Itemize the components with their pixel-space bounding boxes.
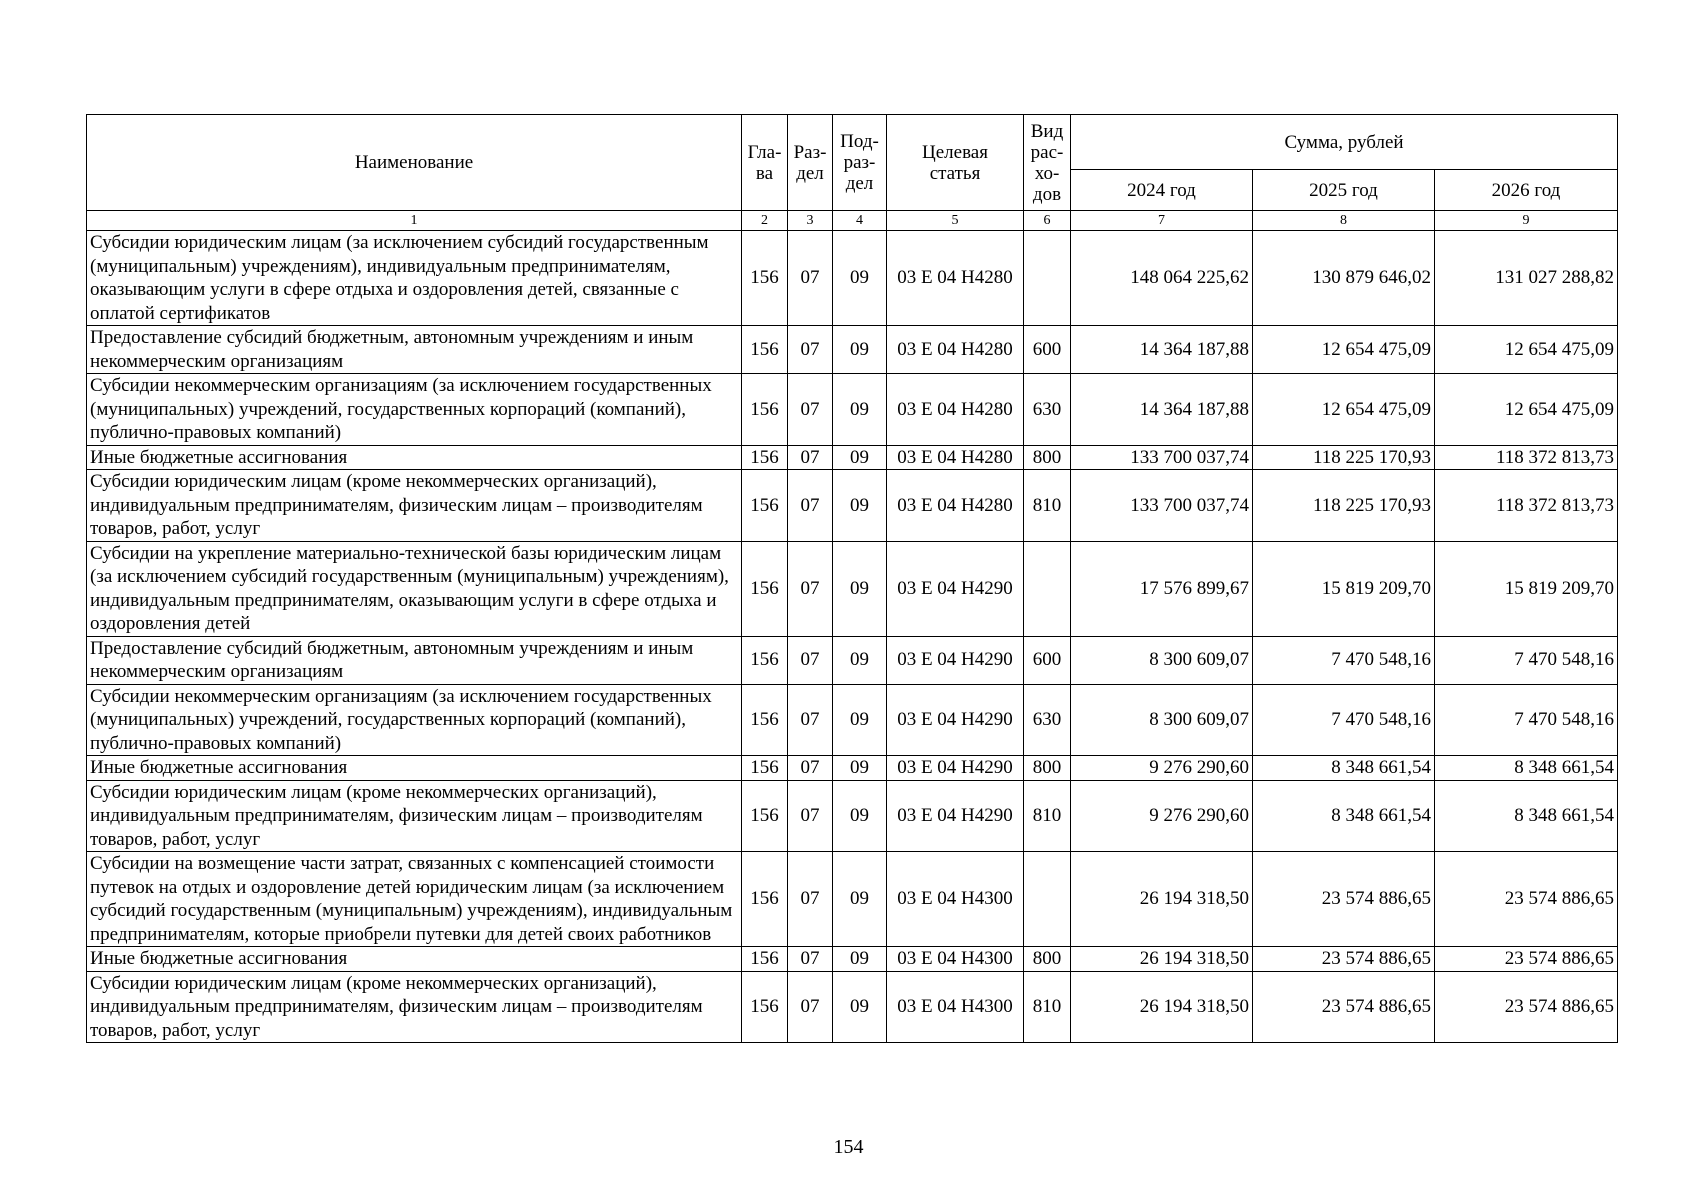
row-section: 07 (788, 326, 833, 374)
header-subsection: Под- раз- дел (833, 115, 887, 211)
row-section: 07 (788, 684, 833, 756)
row-target-article: 03 Е 04 Н4290 (887, 780, 1024, 852)
row-sum-2024: 14 364 187,88 (1071, 374, 1253, 446)
row-target-article: 03 Е 04 Н4300 (887, 852, 1024, 947)
row-target-article: 03 Е 04 Н4290 (887, 541, 1024, 636)
row-expense-type: 800 (1024, 445, 1071, 470)
table-row (87, 470, 1618, 542)
column-number: 4 (833, 211, 887, 231)
table-header (87, 115, 1618, 231)
row-expense-type: 630 (1024, 374, 1071, 446)
row-target-article: 03 Е 04 Н4290 (887, 636, 1024, 684)
row-subsection: 09 (833, 852, 887, 947)
row-sum-2024: 17 576 899,67 (1071, 541, 1253, 636)
row-expense-type: 630 (1024, 684, 1071, 756)
row-expense-type (1024, 231, 1071, 326)
row-section: 07 (788, 852, 833, 947)
table-row (87, 445, 1618, 470)
table-body (87, 231, 1618, 1043)
row-chapter: 156 (742, 684, 788, 756)
row-sum-2025: 12 654 475,09 (1253, 326, 1435, 374)
row-expense-type: 800 (1024, 756, 1071, 781)
row-name: Субсидии юридическим лицам (кроме некоммерческих организаций), индивидуальным предпринимателям, физическим лицам – производителям товаров, работ, услуг (87, 470, 742, 542)
row-sum-2026: 12 654 475,09 (1435, 326, 1618, 374)
column-numbers-row (87, 211, 1618, 231)
row-name: Предоставление субсидий бюджетным, автономным учреждениям и иным некоммерческим организациям (87, 326, 742, 374)
row-sum-2024: 26 194 318,50 (1071, 971, 1253, 1043)
row-sum-2025: 23 574 886,65 (1253, 947, 1435, 972)
row-sum-2026: 23 574 886,65 (1435, 971, 1618, 1043)
row-sum-2025: 15 819 209,70 (1253, 541, 1435, 636)
row-sum-2024: 9 276 290,60 (1071, 756, 1253, 781)
row-name: Иные бюджетные ассигнования (87, 445, 742, 470)
row-sum-2024: 8 300 609,07 (1071, 636, 1253, 684)
row-subsection: 09 (833, 947, 887, 972)
row-section: 07 (788, 231, 833, 326)
header-2024: 2024 год (1071, 170, 1253, 211)
budget-table (86, 114, 1618, 1043)
row-subsection: 09 (833, 541, 887, 636)
header-2025: 2025 год (1253, 170, 1435, 211)
row-name: Предоставление субсидий бюджетным, автономным учреждениям и иным некоммерческим организациям (87, 636, 742, 684)
row-subsection: 09 (833, 756, 887, 781)
row-name: Субсидии юридическим лицам (за исключением субсидий государственным (муниципальным) учреждениям), индивидуальным предпринимателям, оказывающим услуги в сфере отдыха и оздоровления детей, связанные с оплатой сертификатов (87, 231, 742, 326)
row-sum-2025: 23 574 886,65 (1253, 971, 1435, 1043)
table-row (87, 971, 1618, 1043)
row-chapter: 156 (742, 445, 788, 470)
row-chapter: 156 (742, 470, 788, 542)
row-expense-type: 600 (1024, 636, 1071, 684)
row-sum-2026: 118 372 813,73 (1435, 470, 1618, 542)
row-sum-2024: 26 194 318,50 (1071, 852, 1253, 947)
header-2026: 2026 год (1435, 170, 1618, 211)
row-section: 07 (788, 636, 833, 684)
column-number: 7 (1071, 211, 1253, 231)
row-sum-2025: 7 470 548,16 (1253, 636, 1435, 684)
row-sum-2025: 118 225 170,93 (1253, 445, 1435, 470)
row-sum-2026: 8 348 661,54 (1435, 756, 1618, 781)
row-chapter: 156 (742, 541, 788, 636)
row-sum-2025: 23 574 886,65 (1253, 852, 1435, 947)
row-sum-2025: 130 879 646,02 (1253, 231, 1435, 326)
row-target-article: 03 Е 04 Н4280 (887, 374, 1024, 446)
row-section: 07 (788, 780, 833, 852)
row-expense-type: 810 (1024, 971, 1071, 1043)
header-sum: Сумма, рублей (1071, 115, 1618, 170)
row-subsection: 09 (833, 445, 887, 470)
row-sum-2024: 133 700 037,74 (1071, 470, 1253, 542)
row-chapter: 156 (742, 947, 788, 972)
row-section: 07 (788, 374, 833, 446)
column-number: 5 (887, 211, 1024, 231)
row-subsection: 09 (833, 374, 887, 446)
row-sum-2025: 118 225 170,93 (1253, 470, 1435, 542)
table-row (87, 374, 1618, 446)
row-sum-2026: 23 574 886,65 (1435, 852, 1618, 947)
table-row (87, 541, 1618, 636)
row-subsection: 09 (833, 971, 887, 1043)
row-name: Субсидии на возмещение части затрат, связанных с компенсацией стоимости путевок на отдых и оздоровление детей юридическим лицам (за исключением субсидий государственным (муниципальным) учреждениям), индивидуальным предпринимателям, которые приобрели путевки для детей своих работников (87, 852, 742, 947)
row-sum-2026: 7 470 548,16 (1435, 684, 1618, 756)
row-subsection: 09 (833, 231, 887, 326)
row-name: Иные бюджетные ассигнования (87, 756, 742, 781)
row-section: 07 (788, 947, 833, 972)
column-number: 9 (1435, 211, 1618, 231)
row-subsection: 09 (833, 684, 887, 756)
budget-table-container (86, 114, 1617, 1043)
column-number: 6 (1024, 211, 1071, 231)
row-sum-2024: 14 364 187,88 (1071, 326, 1253, 374)
row-subsection: 09 (833, 780, 887, 852)
row-chapter: 156 (742, 636, 788, 684)
row-target-article: 03 Е 04 Н4280 (887, 231, 1024, 326)
row-target-article: 03 Е 04 Н4280 (887, 326, 1024, 374)
row-section: 07 (788, 971, 833, 1043)
row-chapter: 156 (742, 780, 788, 852)
table-row (87, 684, 1618, 756)
row-sum-2024: 26 194 318,50 (1071, 947, 1253, 972)
header-chapter: Гла- ва (742, 115, 788, 211)
row-name: Субсидии на укрепление материально-технической базы юридическим лицам (за исключением субсидий государственным (муниципальным) учреждениям), индивидуальным предпринимателям, оказывающим услуги в сфере отдыха и оздоровления детей (87, 541, 742, 636)
table-row (87, 947, 1618, 972)
row-chapter: 156 (742, 374, 788, 446)
table-row (87, 326, 1618, 374)
row-expense-type: 810 (1024, 780, 1071, 852)
row-section: 07 (788, 541, 833, 636)
row-target-article: 03 Е 04 Н4300 (887, 971, 1024, 1043)
header-section: Раз- дел (788, 115, 833, 211)
row-chapter: 156 (742, 971, 788, 1043)
row-expense-type: 800 (1024, 947, 1071, 972)
row-sum-2026: 12 654 475,09 (1435, 374, 1618, 446)
table-row (87, 231, 1618, 326)
row-target-article: 03 Е 04 Н4290 (887, 756, 1024, 781)
row-subsection: 09 (833, 470, 887, 542)
row-chapter: 156 (742, 756, 788, 781)
row-sum-2024: 9 276 290,60 (1071, 780, 1253, 852)
row-expense-type (1024, 541, 1071, 636)
row-sum-2026: 8 348 661,54 (1435, 780, 1618, 852)
row-target-article: 03 Е 04 Н4280 (887, 445, 1024, 470)
row-sum-2025: 7 470 548,16 (1253, 684, 1435, 756)
row-subsection: 09 (833, 636, 887, 684)
row-sum-2024: 133 700 037,74 (1071, 445, 1253, 470)
row-name: Субсидии некоммерческим организациям (за исключением государственных (муниципальных) учреждений, государственных корпораций (компаний), публично-правовых компаний) (87, 374, 742, 446)
column-number: 3 (788, 211, 833, 231)
header-name: Наименование (87, 115, 742, 211)
table-row (87, 780, 1618, 852)
row-sum-2025: 12 654 475,09 (1253, 374, 1435, 446)
row-sum-2024: 8 300 609,07 (1071, 684, 1253, 756)
row-name: Субсидии юридическим лицам (кроме некоммерческих организаций), индивидуальным предпринимателям, физическим лицам – производителям товаров, работ, услуг (87, 971, 742, 1043)
row-sum-2025: 8 348 661,54 (1253, 756, 1435, 781)
row-chapter: 156 (742, 852, 788, 947)
column-number: 2 (742, 211, 788, 231)
page-number: 154 (833, 1136, 864, 1158)
table-row (87, 852, 1618, 947)
table-row (87, 756, 1618, 781)
row-sum-2026: 131 027 288,82 (1435, 231, 1618, 326)
row-section: 07 (788, 756, 833, 781)
row-sum-2024: 148 064 225,62 (1071, 231, 1253, 326)
row-expense-type: 600 (1024, 326, 1071, 374)
row-section: 07 (788, 470, 833, 542)
table-row (87, 636, 1618, 684)
header-expense-type: Вид рас- хо- дов (1024, 115, 1071, 211)
row-chapter: 156 (742, 326, 788, 374)
row-target-article: 03 Е 04 Н4300 (887, 947, 1024, 972)
column-number: 1 (87, 211, 742, 231)
row-name: Иные бюджетные ассигнования (87, 947, 742, 972)
row-name: Субсидии некоммерческим организациям (за исключением государственных (муниципальных) учреждений, государственных корпораций (компаний), публично-правовых компаний) (87, 684, 742, 756)
column-number: 8 (1253, 211, 1435, 231)
row-section: 07 (788, 445, 833, 470)
row-expense-type: 810 (1024, 470, 1071, 542)
header-target-article: Целевая статья (887, 115, 1024, 211)
row-sum-2026: 15 819 209,70 (1435, 541, 1618, 636)
row-sum-2026: 23 574 886,65 (1435, 947, 1618, 972)
row-chapter: 156 (742, 231, 788, 326)
row-expense-type (1024, 852, 1071, 947)
row-sum-2026: 118 372 813,73 (1435, 445, 1618, 470)
row-name: Субсидии юридическим лицам (кроме некоммерческих организаций), индивидуальным предпринимателям, физическим лицам – производителям товаров, работ, услуг (87, 780, 742, 852)
row-sum-2026: 7 470 548,16 (1435, 636, 1618, 684)
row-target-article: 03 Е 04 Н4290 (887, 684, 1024, 756)
row-sum-2025: 8 348 661,54 (1253, 780, 1435, 852)
row-target-article: 03 Е 04 Н4280 (887, 470, 1024, 542)
row-subsection: 09 (833, 326, 887, 374)
